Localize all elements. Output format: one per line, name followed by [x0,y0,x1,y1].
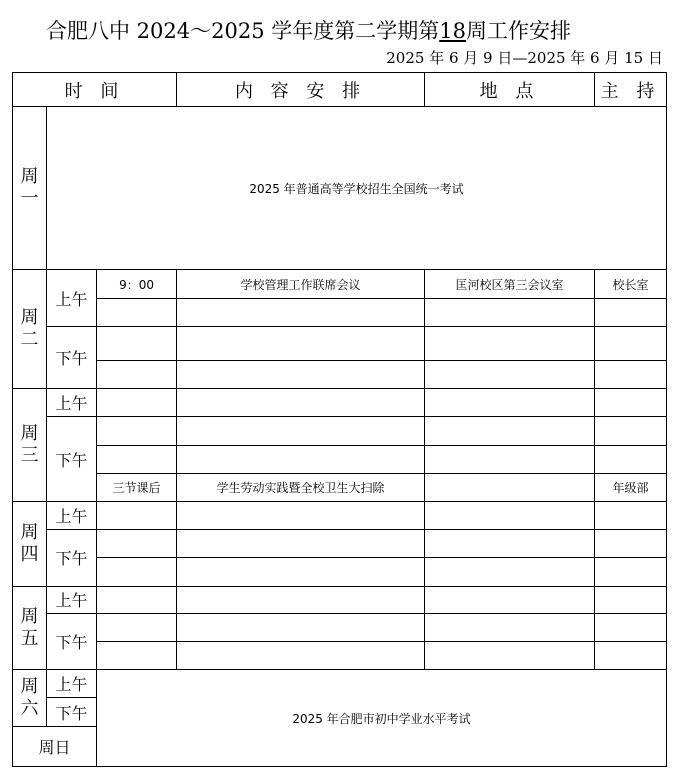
empty-cell [177,445,425,473]
empty-cell [425,445,595,473]
title-suffix: 周工作安排 [465,19,571,43]
empty-cell [425,502,595,530]
title-prefix: 合肥八中 2024～2025 学年度第二学期第 [46,19,440,43]
empty-cell [177,298,425,326]
table-row [13,417,667,445]
empty-cell [595,417,667,445]
empty-cell [97,445,177,473]
table-row [13,642,667,670]
empty-cell [97,298,177,326]
period-label-am: 上午 [47,670,97,698]
period-label-pm: 下午 [47,530,97,586]
table-row [13,530,667,558]
empty-cell [177,361,425,389]
empty-cell [97,502,177,530]
header-location: 地 点 [425,73,595,107]
monday-row [13,107,667,270]
wednesday-pm-content: 学生劳动实践暨全校卫生大扫除 [177,473,425,501]
period-label-am: 上午 [47,389,97,417]
table-row [13,298,667,326]
empty-cell [595,642,667,670]
empty-cell [97,586,177,613]
header-content: 内 容 安 排 [177,73,425,107]
empty-cell [595,389,667,417]
empty-cell [425,298,595,326]
wednesday-pm-time: 三节课后 [97,473,177,501]
tuesday-am-time: 9：00 [97,270,177,298]
period-label-am: 上午 [47,502,97,530]
empty-cell [425,530,595,558]
empty-cell [425,613,595,641]
table-row [13,473,667,501]
empty-cell [425,389,595,417]
empty-cell [177,642,425,670]
empty-cell [595,361,667,389]
empty-cell [177,586,425,613]
empty-cell [97,642,177,670]
empty-cell [177,326,425,360]
table-row [13,361,667,389]
table-row [13,326,667,360]
empty-cell [595,530,667,558]
day-label-wednesday: 周三 [13,389,47,502]
table-row [13,586,667,613]
tuesday-am-content: 学校管理工作联席会议 [177,270,425,298]
table-row [13,270,667,298]
period-label-pm: 下午 [47,326,97,388]
header-host: 主 持 [595,73,667,107]
week-number: 18 [439,19,466,43]
day-label-sunday: 周日 [13,726,97,766]
tuesday-am-host: 校长室 [595,270,667,298]
table-row [13,389,667,417]
period-label-pm: 下午 [47,698,97,726]
period-label-am: 上午 [47,270,97,326]
date-range: 2025 年 6 月 9 日—2025 年 6 月 15 日 [386,49,663,67]
empty-cell [97,326,177,360]
period-label-pm: 下午 [47,613,97,669]
wednesday-pm-location [425,473,595,501]
empty-cell [97,613,177,641]
period-label-pm: 下午 [47,417,97,502]
table-row [13,670,667,698]
empty-cell [425,361,595,389]
day-label-saturday: 周六 [13,670,47,726]
tuesday-am-location: 匡河校区第三会议室 [425,270,595,298]
day-label-monday: 周一 [13,107,47,270]
empty-cell [425,586,595,613]
header-time: 时 间 [13,73,177,107]
weekend-event: 2025 年合肥市初中学业水平考试 [97,670,667,767]
empty-cell [97,361,177,389]
empty-cell [177,558,425,586]
empty-cell [595,613,667,641]
table-row [13,445,667,473]
empty-cell [595,445,667,473]
monday-event: 2025 年普通高等学校招生全国统一考试 [47,107,667,270]
empty-cell [97,389,177,417]
empty-cell [595,586,667,613]
empty-cell [425,642,595,670]
empty-cell [97,417,177,445]
empty-cell [595,558,667,586]
empty-cell [97,530,177,558]
empty-cell [177,502,425,530]
wednesday-pm-host: 年级部 [595,473,667,501]
day-label-tuesday: 周二 [13,270,47,389]
empty-cell [595,326,667,360]
empty-cell [425,417,595,445]
empty-cell [177,389,425,417]
table-row [13,613,667,641]
day-label-friday: 周五 [13,586,47,670]
period-label-am: 上午 [47,586,97,613]
empty-cell [177,613,425,641]
table-row [13,558,667,586]
empty-cell [425,326,595,360]
header-row [13,73,667,107]
empty-cell [595,298,667,326]
day-label-thursday: 周四 [13,502,47,587]
empty-cell [595,502,667,530]
table-row [13,502,667,530]
schedule-table [12,72,667,767]
empty-cell [425,558,595,586]
page-title [46,17,571,45]
empty-cell [97,558,177,586]
empty-cell [177,417,425,445]
empty-cell [177,530,425,558]
